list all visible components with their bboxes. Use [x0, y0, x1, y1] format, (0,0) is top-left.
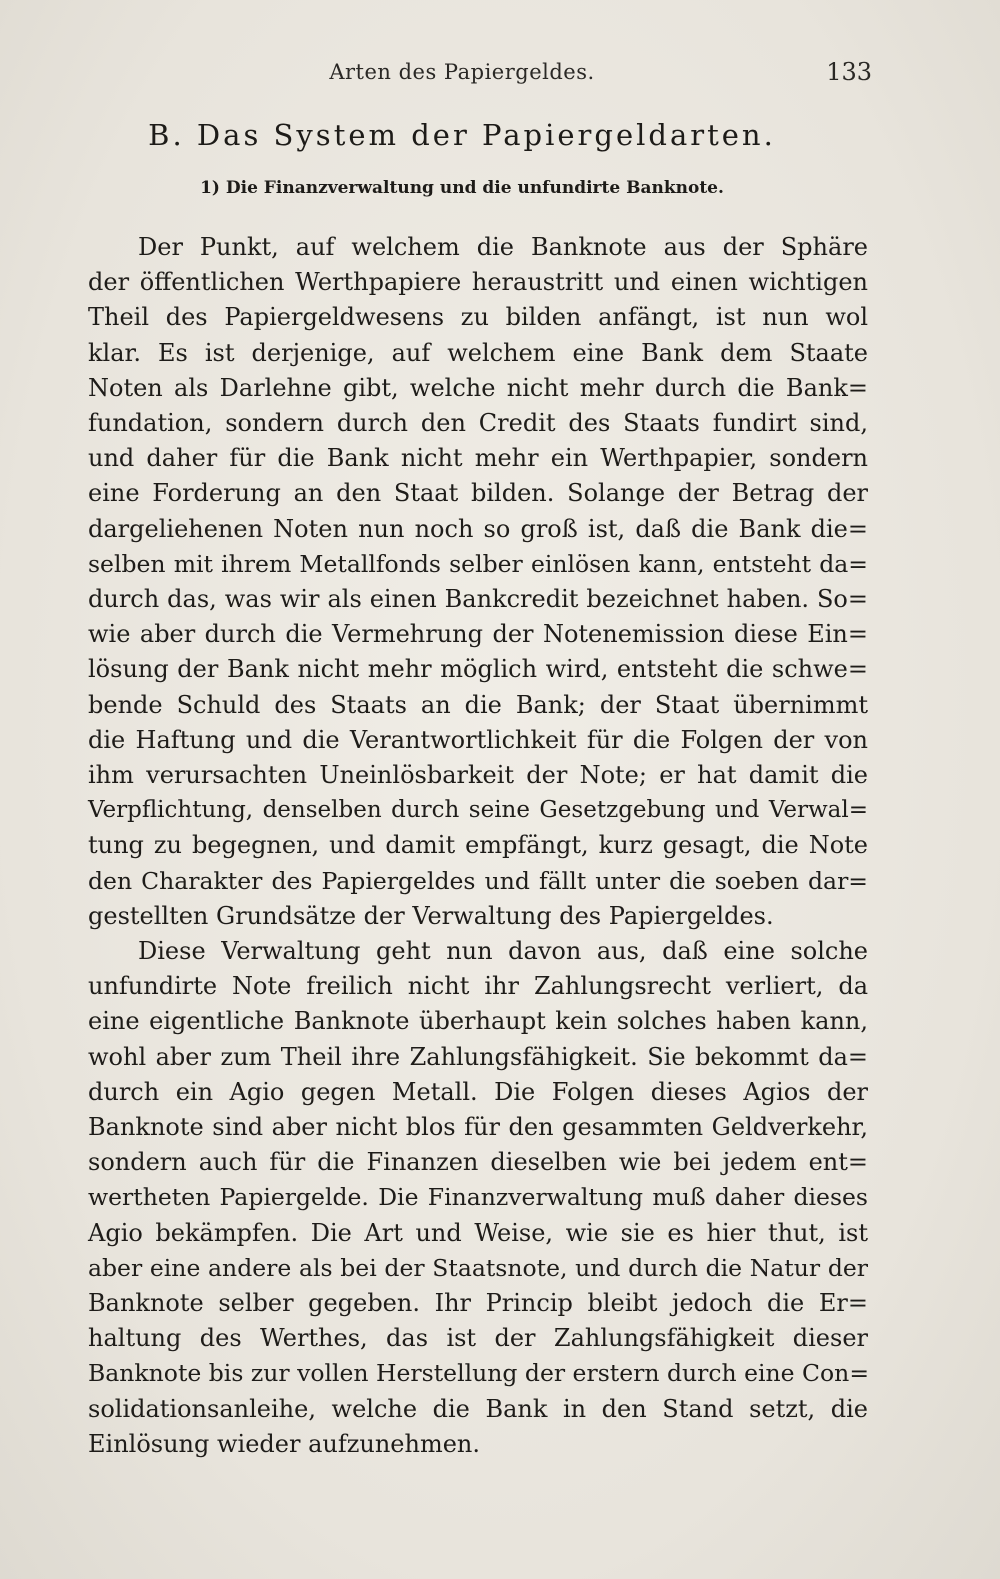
text-line: wertheten Papiergelde. Die Finanzverwaltung muß daher dieses	[88, 1183, 868, 1211]
text-line: eine eigentliche Banknote überhaupt kein solches haben kann,	[88, 1007, 868, 1035]
running-title: Arten des Papiergeldes.	[329, 60, 595, 84]
subsection-heading: 1) Die Finanzverwaltung und die unfundirte Banknote.	[200, 178, 724, 198]
text-line: lösung der Bank nicht mehr möglich wird, entsteht die schwe=	[88, 655, 868, 683]
text-line: tung zu begegnen, und damit empfängt, kurz gesagt, die Note	[88, 831, 868, 859]
text-line: Banknote selber gegeben. Ihr Princip bleibt jedoch die Er=	[88, 1289, 868, 1317]
text-line: gestellten Grundsätze der Verwaltung des Papiergeldes.	[88, 902, 774, 930]
text-line: fundation, sondern durch den Credit des Staats fundirt sind,	[88, 409, 868, 437]
text-line: der öffentlichen Werthpapiere heraustritt und einen wichtigen	[88, 268, 868, 296]
text-line: selben mit ihrem Metallfonds selber einlösen kann, entsteht da=	[88, 550, 868, 578]
text-line: ihm verursachten Uneinlösbarkeit der Note; er hat damit die	[88, 761, 868, 789]
text-line: Theil des Papiergeldwesens zu bilden anfängt, ist nun wol	[88, 303, 868, 331]
text-line: wie aber durch die Vermehrung der Notenemission diese Ein=	[88, 620, 868, 648]
text-line: Agio bekämpfen. Die Art und Weise, wie sie es hier thut, ist	[88, 1219, 868, 1247]
text-line: Einlösung wieder aufzunehmen.	[88, 1430, 481, 1458]
text-line: wohl aber zum Theil ihre Zahlungsfähigkeit. Sie bekommt da=	[88, 1043, 868, 1071]
text-line: den Charakter des Papiergeldes und fällt unter die soeben dar=	[88, 867, 868, 895]
text-line: dargeliehenen Noten nun noch so groß ist, daß die Bank die=	[88, 515, 868, 543]
text-line: Banknote sind aber nicht blos für den gesammten Geldverkehr,	[88, 1113, 868, 1141]
text-line: aber eine andere als bei der Staatsnote, und durch die Natur der	[88, 1254, 868, 1282]
text-line: und daher für die Bank nicht mehr ein Werthpapier, sondern	[88, 444, 868, 472]
text-line: sondern auch für die Finanzen dieselben wie bei jedem ent=	[88, 1148, 868, 1176]
text-line: klar. Es ist derjenige, auf welchem eine Bank dem Staate	[88, 339, 868, 367]
text-line: solidationsanleihe, welche die Bank in den Stand setzt, die	[88, 1395, 868, 1423]
text-line: Diese Verwaltung geht nun davon aus, daß eine solche	[138, 937, 868, 965]
text-line: unfundirte Note freilich nicht ihr Zahlungsrecht verliert, da	[88, 972, 868, 1000]
text-line: die Haftung und die Verantwortlichkeit für die Folgen der von	[88, 726, 868, 754]
text-line: bende Schuld des Staats an die Bank; der Staat übernimmt	[88, 691, 868, 719]
text-line: eine Forderung an den Staat bilden. Solange der Betrag der	[88, 479, 868, 507]
text-line: Banknote bis zur vollen Herstellung der erstern durch eine Con=	[88, 1359, 870, 1387]
text-line: durch das, was wir als einen Bankcredit bezeichnet haben. So=	[88, 585, 868, 613]
text-line: Verpflichtung, denselben durch seine Gesetzgebung und Verwal=	[88, 797, 868, 823]
text-line: Der Punkt, auf welchem die Banknote aus der Sphäre	[138, 233, 868, 261]
text-line: durch ein Agio gegen Metall. Die Folgen dieses Agios der	[88, 1078, 868, 1106]
text-line: Noten als Darlehne gibt, welche nicht mehr durch die Bank=	[88, 374, 868, 402]
text-line: haltung des Werthes, das ist der Zahlungsfähigkeit dieser	[88, 1324, 868, 1352]
running-head	[0, 58, 1000, 92]
section-heading: B. Das System der Papiergeldarten.	[148, 118, 776, 152]
page-number: 133	[826, 58, 872, 86]
